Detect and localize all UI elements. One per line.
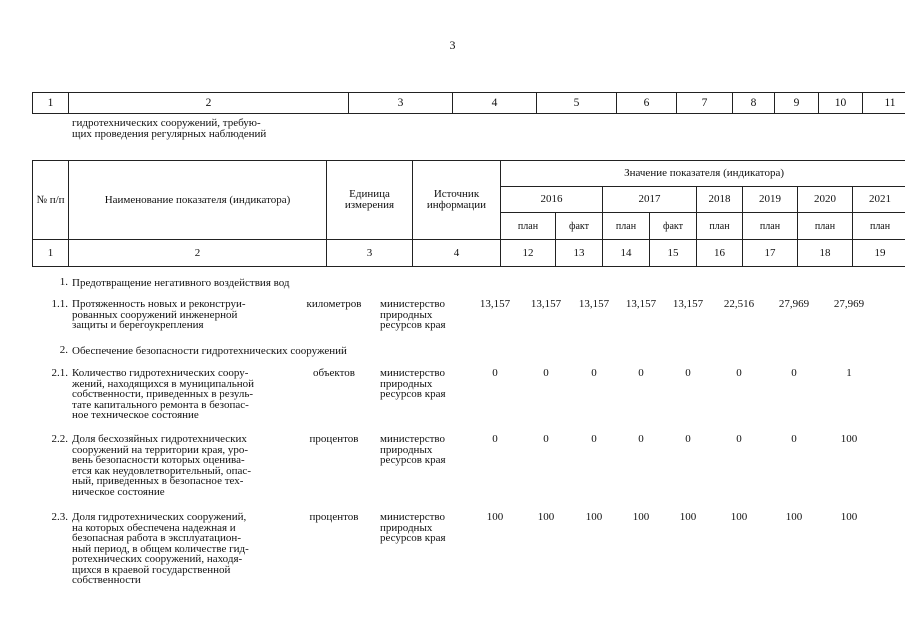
value-cell: 100: [632, 511, 650, 523]
value-cell: 100: [679, 511, 697, 523]
name-line: на которых обеспечена надежная и: [72, 521, 236, 534]
colnum-cell: 17: [743, 240, 798, 267]
name-line: жений, находящихся в муниципальной: [72, 377, 255, 390]
value-cell: 0: [492, 367, 498, 379]
name-line: сооружений на территории края, уро-: [72, 443, 249, 456]
page-number: 3: [449, 38, 456, 52]
colnum-cell: 12: [501, 240, 556, 267]
value-cell: 100: [585, 511, 603, 523]
continued-line: щих проведения регулярных наблюдений: [72, 128, 267, 140]
year-cell: 2020: [798, 187, 853, 213]
source-line: министерство: [380, 511, 446, 523]
value-cell: 0: [638, 367, 644, 379]
source-line: ресурсов края: [380, 388, 446, 400]
source-line: ресурсов края: [380, 532, 446, 544]
year-cell: 2017: [603, 187, 697, 213]
value-cell: 0: [591, 367, 597, 379]
colnum-cell: 4: [413, 240, 501, 267]
value-cell: 0: [543, 367, 549, 379]
name-line: безопасная работа в эксплуатацион-: [72, 532, 241, 544]
name-line: ническое состояние: [72, 485, 165, 498]
row-number: 2.1.: [51, 367, 68, 379]
header-value-title: Значение показателя (индикатора): [501, 161, 905, 187]
name-line: Протяженность новых и реконструи-: [72, 298, 246, 310]
header-unit: Единица измерения: [327, 161, 413, 240]
value-cell: 0: [638, 433, 644, 445]
colnum-cell: 18: [798, 240, 853, 267]
sub-cell: план: [743, 213, 798, 240]
name-line: Доля гидротехнических сооружений,: [72, 511, 247, 523]
row-number: 1.1.: [51, 298, 68, 310]
value-cell: 0: [591, 433, 597, 445]
indicator-name: [72, 512, 287, 586]
value-cell: 100: [840, 511, 858, 523]
year-cell: 2016: [501, 187, 603, 213]
colnum-cell: 3: [327, 240, 413, 267]
section-number: 2.: [59, 344, 68, 356]
unit-cell: процентов: [309, 433, 359, 445]
name-line: рованных сооружений инженерной: [72, 308, 238, 321]
source-line: министерство: [380, 298, 446, 310]
value-cell: 0: [492, 433, 498, 445]
value-cell: 0: [736, 433, 742, 445]
value-cell: 27,969: [833, 298, 865, 310]
row-number: 2.2.: [51, 433, 68, 445]
source-line: природных: [380, 377, 433, 390]
unit-cell: объектов: [313, 367, 355, 379]
source-line: ресурсов края: [380, 454, 446, 466]
sub-cell: факт: [556, 213, 603, 240]
name-line: вень безопасности которых оценива-: [72, 454, 245, 466]
colnum-cell: 6: [617, 93, 677, 114]
continuation-header-table: [32, 92, 905, 114]
colnum-cell: 13: [556, 240, 603, 267]
year-cell: 2019: [743, 187, 798, 213]
source-line: ресурсов края: [380, 319, 446, 331]
colnum-cell: 11: [863, 93, 905, 114]
colnum-cell: 9: [775, 93, 819, 114]
indicator-header-table: [32, 160, 905, 267]
source-line: министерство: [380, 367, 446, 379]
name-line: ется как неудовлетворительный, опас-: [72, 464, 251, 477]
source-cell: [380, 299, 466, 331]
colnum-cell: 7: [677, 93, 733, 114]
source-line: природных: [380, 443, 433, 456]
name-line: защиты и берегоукрепления: [72, 319, 204, 331]
sub-cell: план: [798, 213, 853, 240]
sub-cell: факт: [650, 213, 697, 240]
continued-text: [72, 118, 332, 140]
source-line: природных: [380, 521, 433, 534]
colnum-cell: 15: [650, 240, 697, 267]
name-line: щихся в краевой государственной: [72, 563, 231, 576]
name-line: собственности, приведенных в резуль-: [72, 388, 254, 400]
sub-cell: план: [603, 213, 650, 240]
value-cell: 0: [791, 367, 797, 379]
section-title: Обеспечение безопасности гидротехнических сооружений: [72, 345, 347, 357]
unit-cell: километров: [306, 298, 362, 310]
header-name: Наименование показателя (индикатора): [69, 161, 327, 240]
name-line: ный, приведенных в безопасное тех-: [72, 475, 244, 487]
value-cell: 13,157: [530, 298, 562, 310]
indicator-name: [72, 434, 287, 497]
header-no: № п/п: [33, 161, 69, 240]
name-line: ротехнических сооружений, находя-: [72, 553, 243, 565]
colnum-cell: 19: [853, 240, 905, 267]
year-cell: 2021: [853, 187, 905, 213]
colnum-cell: 4: [453, 93, 537, 114]
name-line: Доля бесхозяйных гидротехнических: [72, 433, 247, 445]
source-cell: [380, 512, 466, 544]
colnum-cell: 2: [69, 240, 327, 267]
row-number: 2.3.: [51, 511, 68, 523]
value-cell: 13,157: [578, 298, 610, 310]
value-cell: 0: [736, 367, 742, 379]
source-line: природных: [380, 308, 433, 321]
colnum-cell: 14: [603, 240, 650, 267]
name-line: ное техническое состояние: [72, 409, 199, 421]
year-cell: 2018: [697, 187, 743, 213]
colnum-cell: 8: [733, 93, 775, 114]
value-cell: 0: [543, 433, 549, 445]
unit-cell: процентов: [309, 511, 359, 523]
value-cell: 100: [840, 433, 858, 445]
sub-cell: план: [853, 213, 905, 240]
value-cell: 27,969: [778, 298, 810, 310]
continued-line: гидротехнических сооружений, требую-: [72, 117, 261, 129]
name-line: тате капитального ремонта в безопас-: [72, 398, 249, 411]
value-cell: 100: [785, 511, 803, 523]
colnum-cell: 3: [349, 93, 453, 114]
colnum-cell: 2: [69, 93, 349, 114]
source-cell: [380, 434, 466, 466]
value-cell: 100: [730, 511, 748, 523]
section-title: Предотвращение негативного воздействия вод: [72, 277, 290, 289]
value-cell: 13,157: [672, 298, 704, 310]
colnum-cell: 1: [33, 93, 69, 114]
name-line: ный период, в общем количестве гид-: [72, 542, 249, 555]
name-line: собственности: [72, 574, 141, 586]
colnum-cell: 1: [33, 240, 69, 267]
value-cell: 0: [685, 367, 691, 379]
colnum-cell: 10: [819, 93, 863, 114]
value-cell: 0: [791, 433, 797, 445]
colnum-cell: 5: [537, 93, 617, 114]
value-cell: 13,157: [479, 298, 511, 310]
value-cell: 100: [486, 511, 504, 523]
sub-cell: план: [501, 213, 556, 240]
value-cell: 1: [846, 367, 852, 379]
section-number: 1.: [59, 276, 68, 288]
source-cell: [380, 368, 466, 400]
value-cell: 100: [537, 511, 555, 523]
value-cell: 13,157: [625, 298, 657, 310]
colnum-cell: 16: [697, 240, 743, 267]
indicator-name: [72, 299, 287, 331]
source-line: министерство: [380, 433, 446, 445]
value-cell: 0: [685, 433, 691, 445]
name-line: Количество гидротехнических соору-: [72, 367, 249, 379]
header-source: Источник информации: [413, 161, 501, 240]
sub-cell: план: [697, 213, 743, 240]
value-cell: 22,516: [723, 298, 755, 310]
indicator-name: [72, 368, 287, 421]
